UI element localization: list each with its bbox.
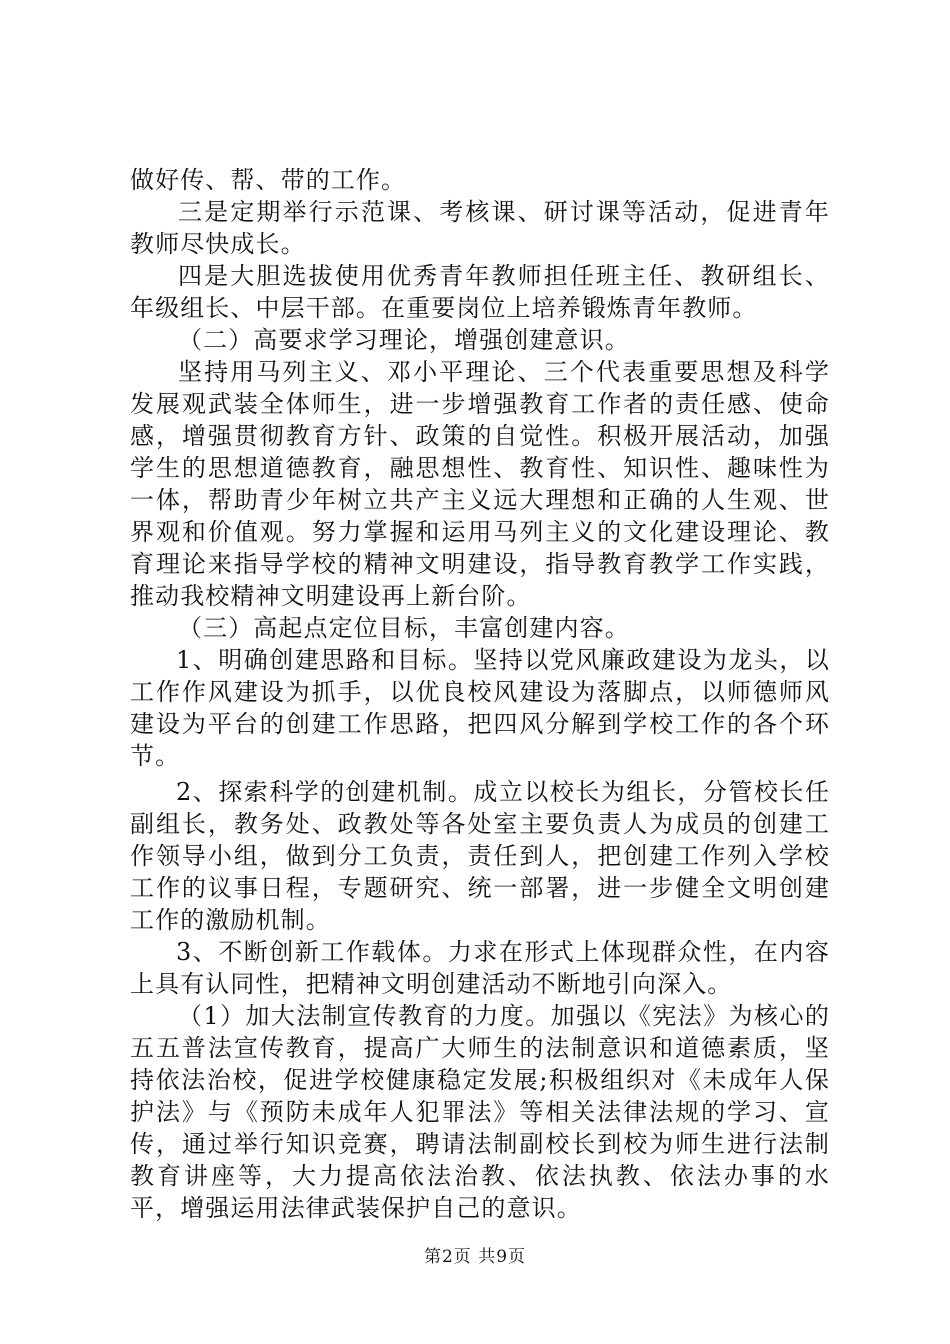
page-number-footer: 第2页 共9页 [423, 1247, 527, 1267]
paragraph-point-one: 1、明确创建思路和目标。坚持以党风廉政建设为龙头，以工作作风建设为抓手，以优良校风建设为落脚点，以师德师风建设为平台的创建工作思路，把四风分解到学校工作的各个环节。 [130, 646, 830, 770]
paragraph-point-two: 2、探索科学的创建机制。成立以校长为组长，分管校长任副组长，教务处、政教处等各处室主要负责人为成员的创建工作领导小组，做到分工负责，责任到人，把创建工作列入学校工作的议事日程，专题研究、统一部署，进一步健全文明创建工作的激励机制。 [130, 778, 830, 934]
section-heading-two: （二）高要求学习理论，增强创建意识。 [178, 326, 630, 354]
paragraph-theory-study: 坚持用马列主义、邓小平理论、三个代表重要思想及科学发展观武装全体师生，进一步增强教育工作者的责任感、使命感，增强贯彻教育方针、政策的自觉性。积极开展活动，加强学生的思想道德教育，融思想性、教育性、知识性、趣味性为一体，帮助青少年树立共产主义远大理想和正确的人生观、世界观和价值观。努力掌握和运用马列主义的文化建设理论、教育理论来指导学校的精神文明建设，指导教育教学工作实践，推动我校精神文明建设再上新台阶。 [130, 358, 830, 610]
paragraph-subpoint-one: （1）加大法制宣传教育的力度。加强以《宪法》为核心的五五普法宣传教育，提高广大师生的法制意识和道德素质，坚持依法治校，促进学校健康稳定发展;积极组织对《未成年人保护法》与《预防未成年人犯罪法》等相关法律法规的学习、宣传，通过举行知识竞赛，聘请法制副校长到校为师生进行法制教育讲座等，大力提高依法治教、依法执教、依法办事的水平，增强运用法律武装保护自己的意识。 [130, 1002, 830, 1222]
section-heading-three: （三）高起点定位目标，丰富创建内容。 [178, 614, 630, 642]
document-body [130, 164, 830, 1224]
paragraph-continuation: 做好传、帮、带的工作。 [130, 166, 407, 194]
paragraph-item-four: 四是大胆选拔使用优秀青年教师担任班主任、教研组长、年级组长、中层干部。在重要岗位上培养锻炼青年教师。 [130, 262, 830, 322]
paragraph-item-three: 三是定期举行示范课、考核课、研讨课等活动，促进青年教师尽快成长。 [130, 198, 830, 258]
paragraph-point-three: 3、不断创新工作载体。力求在形式上体现群众性，在内容上具有认同性，把精神文明创建活动不断地引向深入。 [130, 938, 830, 998]
